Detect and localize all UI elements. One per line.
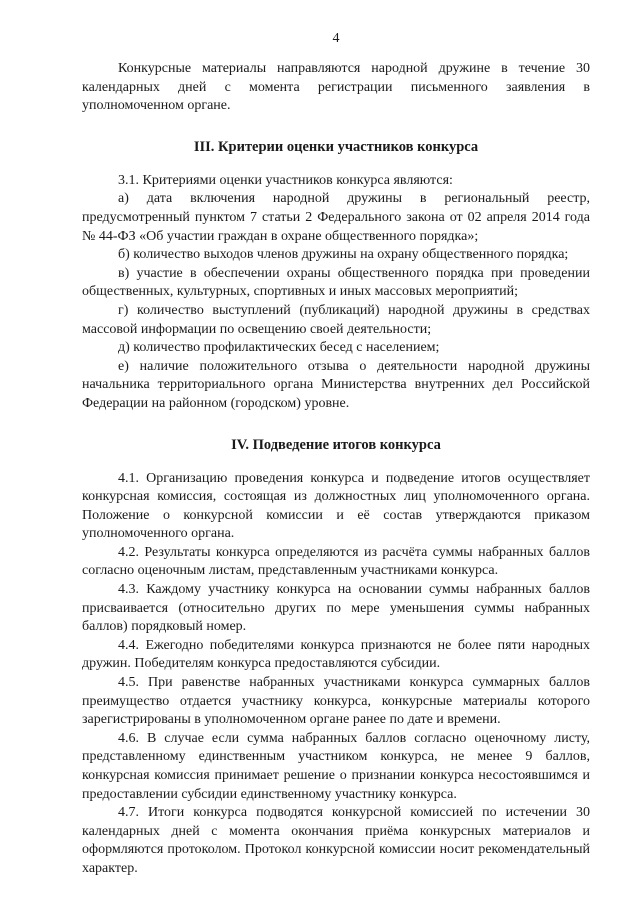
paragraph-4-3: 4.3. Каждому участнику конкурса на основании суммы набранных баллов присваивается (относительно других по мере уменьшения суммы набранных баллов) порядковый номер. [82,582,590,635]
paragraph-3-1-a: а) дата включения народной дружины в региональный реестр, предусмотренный пунктом 7 статьи 2 Федерального закона от 02 апреля 2014 года № 44-ФЗ «Об участии граждан в охране общественного порядка»; [82,191,590,244]
paragraph-3-1-g: г) количество выступлений (публикаций) народной дружины в средствах массовой информации по освещению своей деятельности; [82,302,590,337]
paragraph-4-7: 4.7. Итоги конкурса подводятся конкурсной комиссией по истечении 30 календарных дней с момента окончания приёма конкурсных материалов и оформляются протоколом. Протокол конкурсной комиссии носит рекомендательный характер. [82,805,590,876]
paragraph-4-2: 4.2. Результаты конкурса определяются из расчёта суммы набранных баллов согласно оценочным листам, представленным участниками конкурса. [82,544,590,579]
paragraph-4-4: 4.4. Ежегодно победителями конкурса признаются не более пяти народных дружин. Победителям конкурса предоставляются субсидии. [82,637,590,672]
paragraph-3-1-e: е) наличие положительного отзыва о деятельности народной дружины начальника территориального органа Министерства внутренних дел Российской Федерации на районном (городском) уровне. [82,358,590,411]
paragraph-3-1: 3.1. Критериями оценки участников конкурса являются: [118,172,453,188]
paragraph-3-1-v: в) участие в обеспечении охраны общественного порядка при проведении общественных, культурных, спортивных и иных массовых мероприятий; [82,265,590,300]
intro-paragraph: Конкурсные материалы направляются народной дружине в течение 30 календарных дней с момента регистрации письменного заявления в уполномоченном органе. [82,61,590,114]
paragraph-4-5: 4.5. При равенстве набранных участниками конкурса суммарных баллов преимущество отдается участнику конкурса, конкурсные материалы которого зарегистрированы в уполномоченном органе ранее по дате и времени. [82,675,590,728]
section-4-title: IV. Подведение итогов конкурса [231,436,441,453]
paragraph-4-6: 4.6. В случае если сумма набранных баллов согласно оценочному листу, представленному единственным участником конкурса, не менее 9 баллов, конкурсная комиссия принимает решение о признании конкурса несостоявшимся и предоставлении субсидии единственному участнику конкурса. [82,730,590,802]
paragraph-3-1-b: б) количество выходов членов дружины на охрану общественного порядка; [118,247,569,263]
paragraph-3-1-d: д) количество профилактических бесед с населением; [118,340,440,356]
section-3-title: III. Критерии оценки участников конкурса [193,138,479,155]
paragraph-4-1: 4.1. Организацию проведения конкурса и подведение итогов осуществляет конкурсная комиссия, состоящая из должностных лиц уполномоченного органа. Положение о конкурсной комиссии и её состав утверждаются приказом уполномоченного органа. [82,470,590,542]
page-number: 4 [332,31,340,46]
